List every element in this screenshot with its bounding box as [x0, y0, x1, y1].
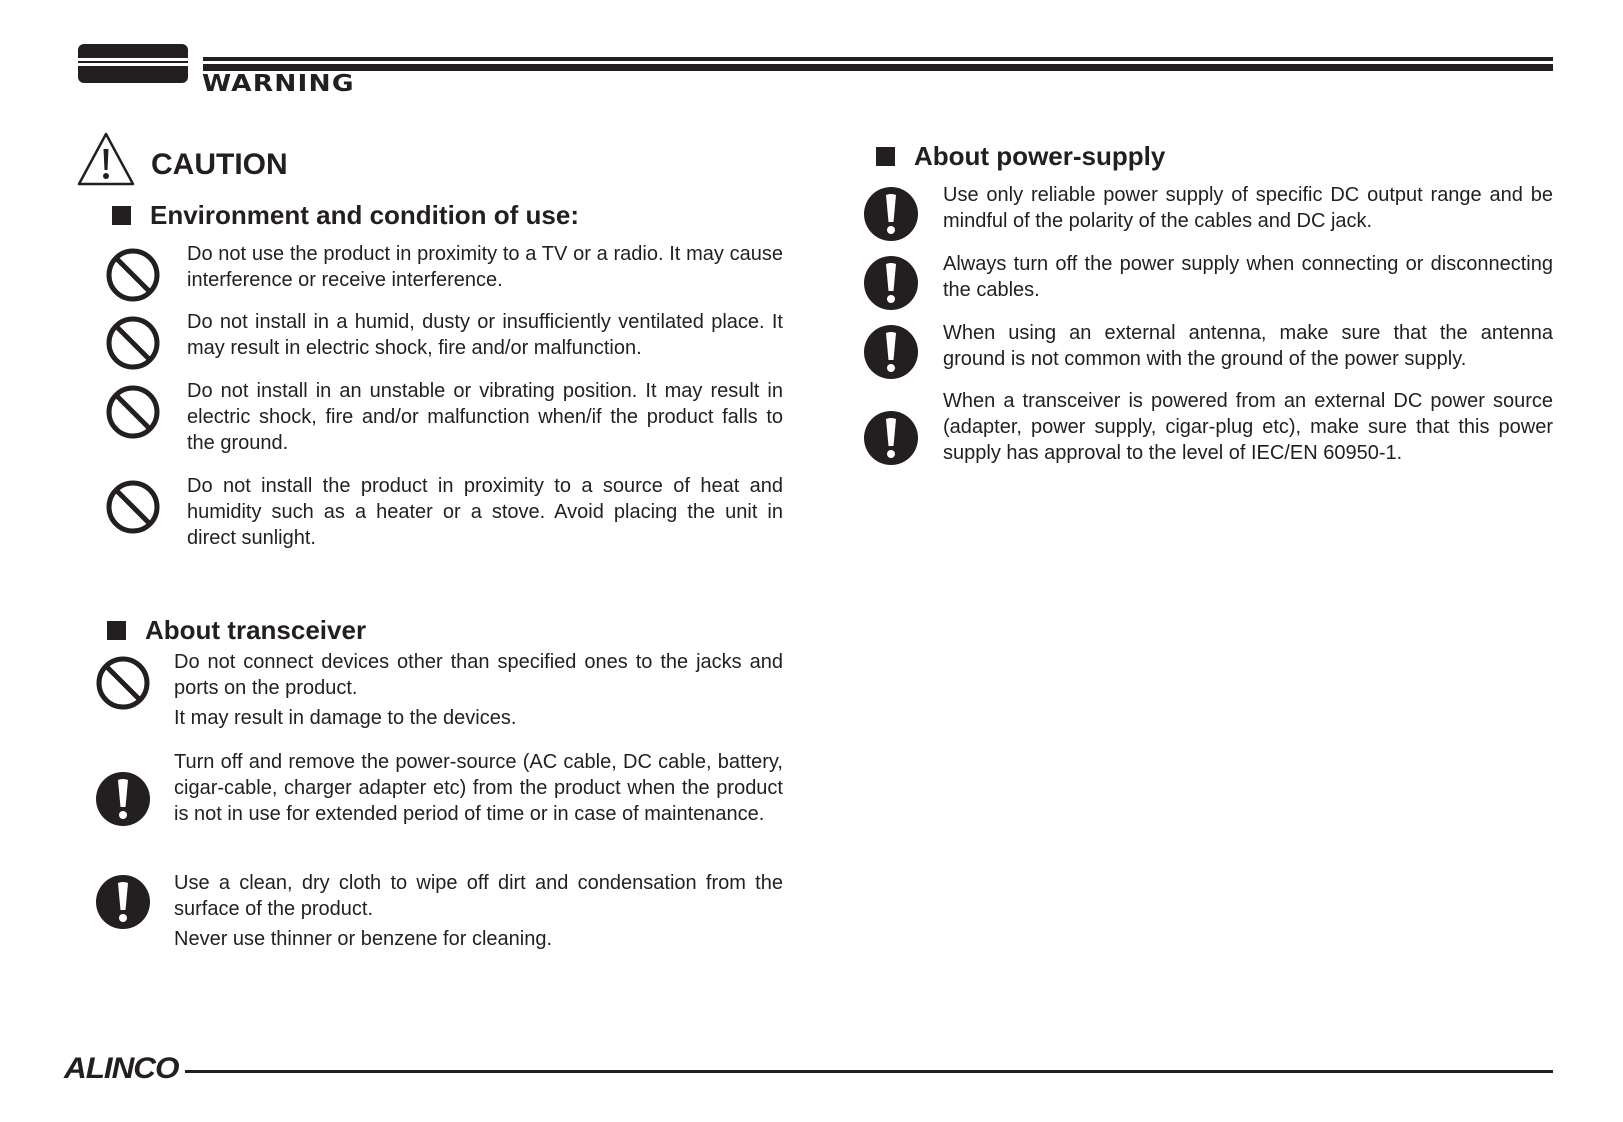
- item-line: Never use thinner or benzene for cleaning.: [174, 928, 553, 950]
- environment-item-text: [187, 309, 783, 361]
- mandatory-exclamation-icon: [95, 771, 151, 832]
- prohibited-icon: [105, 384, 161, 445]
- item-line: Use a clean, dry cloth to wipe off dirt and condensation from the surface of the product.: [174, 872, 783, 920]
- environment-item-text: [187, 473, 783, 551]
- prohibited-icon: [105, 479, 161, 540]
- item-line: Do not use the product in proximity to a TV or a radio. It may cause interference or receive interference.: [187, 243, 783, 291]
- item-line: Do not connect devices other than specified ones to the jacks and ports on the product.: [174, 651, 783, 699]
- mandatory-exclamation-icon: [863, 324, 919, 385]
- item-line: Do not install in a humid, dusty or insufficiently ventilated place. It may result in electric shock, fire and/or malfunction.: [187, 311, 783, 359]
- environment-item-text: [187, 378, 783, 456]
- item-line: Always turn off the power supply when connecting or disconnecting the cables.: [943, 253, 1553, 301]
- power-item-text: [943, 251, 1553, 303]
- bullet-square: [107, 621, 126, 640]
- footer-rule: [185, 1070, 1553, 1073]
- power-item-text: [943, 182, 1553, 234]
- mandatory-exclamation-icon: [863, 410, 919, 471]
- alinco-logo: ALINCO: [64, 1052, 179, 1085]
- environment-heading: [112, 200, 579, 231]
- prohibited-icon: [105, 315, 161, 376]
- warning-triangle-icon: [76, 131, 136, 187]
- transceiver-heading: [107, 615, 366, 646]
- item-line: Use only reliable power supply of specific DC output range and be mindful of the polarity of the cables and DC jack.: [943, 184, 1553, 232]
- heading-text: About power-supply: [914, 141, 1166, 171]
- power-heading: [876, 141, 1165, 172]
- caution-title: CAUTION: [151, 148, 288, 181]
- heading-text: Environment and condition of use:: [150, 200, 579, 230]
- item-line: It may result in damage to the devices.: [174, 707, 517, 729]
- mandatory-exclamation-icon: [863, 255, 919, 316]
- prohibited-icon: [95, 655, 151, 716]
- prohibited-icon: [105, 247, 161, 308]
- mandatory-exclamation-icon: [863, 186, 919, 247]
- item-line: When a transceiver is powered from an external DC power source (adapter, power supply, cigar-plug etc), make sure that this power supply has approval to the level of IEC/EN 60950-1.: [943, 390, 1553, 464]
- power-item-text: [943, 320, 1553, 372]
- transceiver-item-text: [174, 749, 783, 827]
- transceiver-item-text: [174, 649, 783, 731]
- heading-text: About transceiver: [145, 615, 367, 645]
- bullet-square: [112, 206, 131, 225]
- power-item-text: [943, 388, 1553, 466]
- item-line: Do not install in an unstable or vibrating position. It may result in electric shock, fire and/or malfunction when/if the product falls to the ground.: [187, 380, 783, 454]
- header-badge: [78, 44, 188, 83]
- item-line: When using an external antenna, make sure that the antenna ground is not common with the ground of the power supply.: [943, 322, 1553, 370]
- header-rule: [203, 57, 1553, 71]
- bullet-square: [876, 147, 895, 166]
- transceiver-item-text: [174, 870, 783, 952]
- item-line: Turn off and remove the power-source (AC cable, DC cable, battery, cigar-cable, charger adapter etc) from the product when the product is not in use for extended period of time or in case of maintenance.: [174, 751, 783, 825]
- environment-item-text: [187, 241, 783, 293]
- section-title: WARNING: [202, 71, 355, 97]
- item-line: Do not install the product in proximity to a source of heat and humidity such as a heater or a stove. Avoid placing the unit in direct sunlight.: [187, 475, 783, 549]
- mandatory-exclamation-icon: [95, 874, 151, 935]
